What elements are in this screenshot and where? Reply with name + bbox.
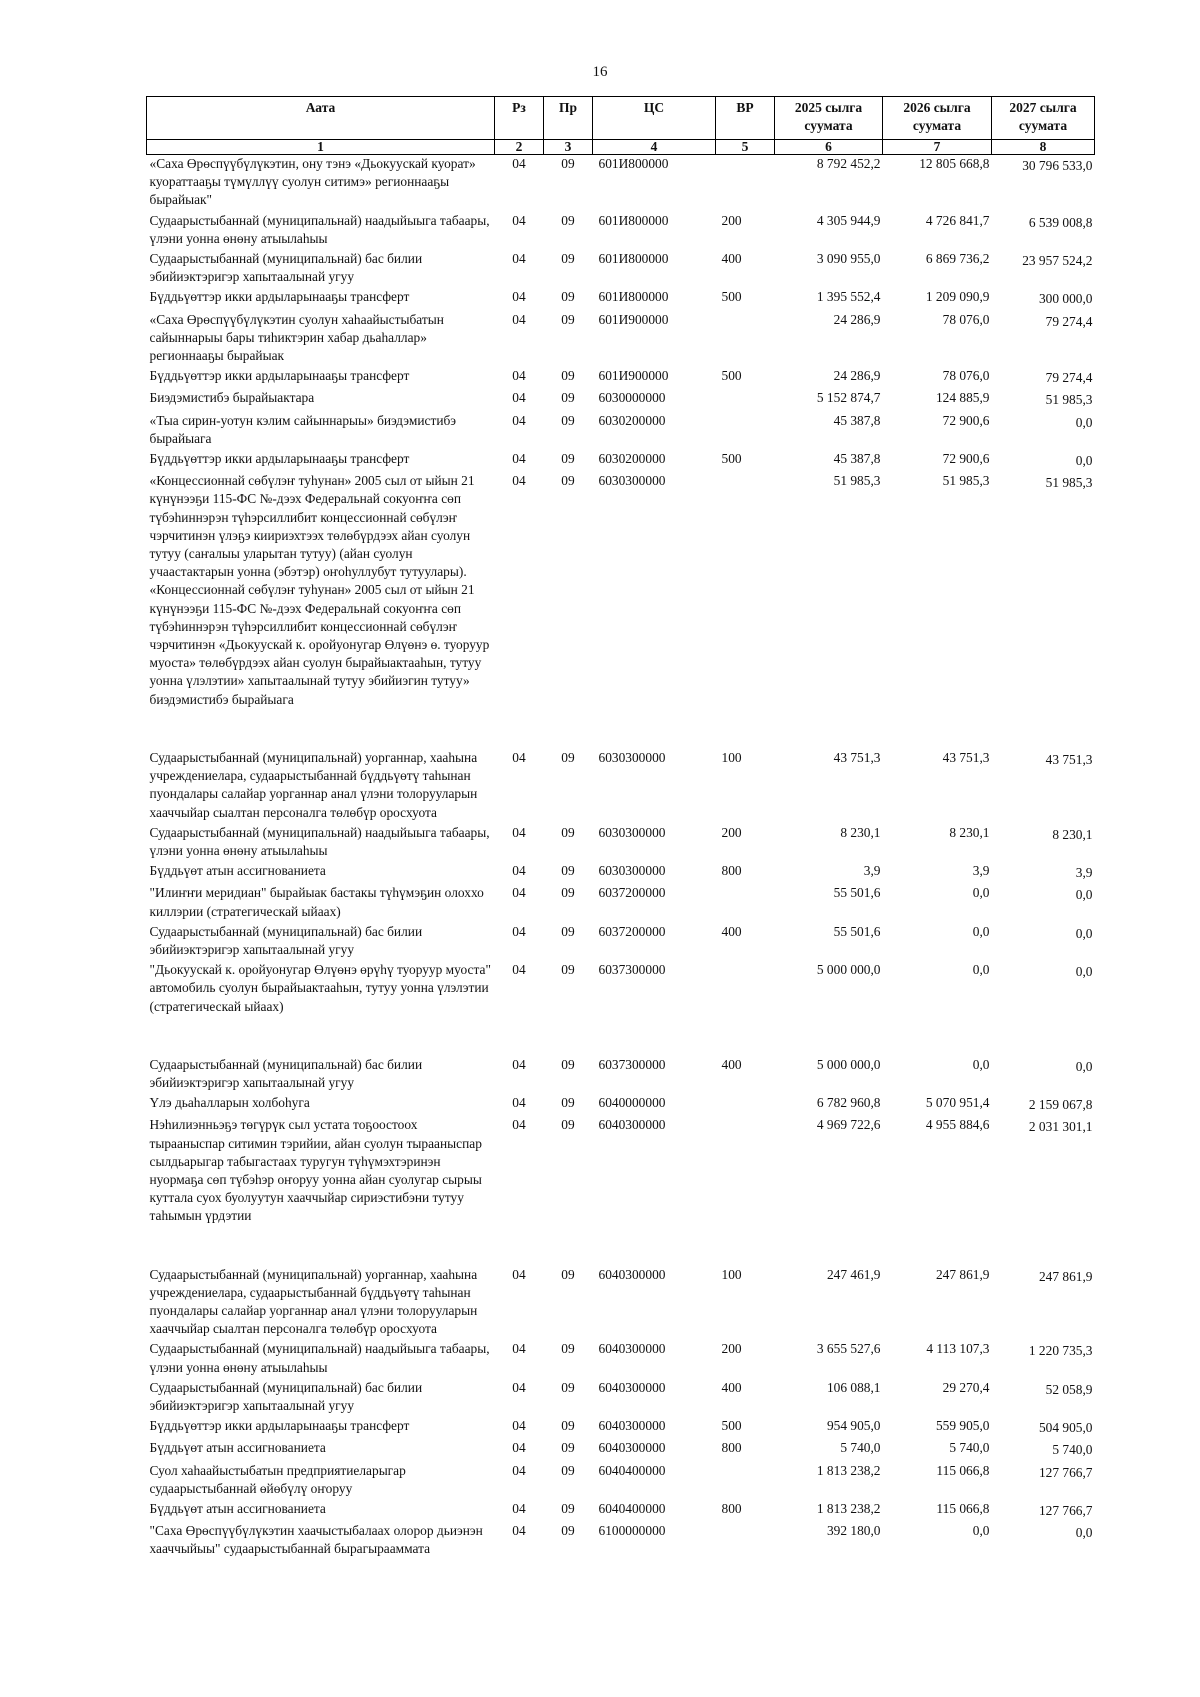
cell-2025: 392 180,0 [826,1523,881,1539]
cell-2027: 79 274,4 [1045,313,1093,329]
cell-rz: 04 [512,368,526,384]
cell-2025: 1 813 238,2 [816,1462,881,1478]
cell-2026: 0,0 [972,962,990,978]
cell-pr: 09 [561,1266,575,1282]
cell-2027: 300 000,0 [1038,291,1093,307]
cell-vr: 400 [721,923,742,939]
cell-name: Судаарыстыбаннай (муниципальнай) бас билии эбийиэктэригэр хапытаалынай угуу [149,251,423,285]
cell-name: Бүддьүөт атын ассигнованиета [149,863,326,879]
cell-name: Бүддьүөт атын ассигнованиета [149,1501,326,1516]
cell-pr: 09 [561,451,575,467]
cell-name: Судаарыстыбаннай (муниципальнай) бас билии эбийиэктэригэр хапытаалынай угуу [149,1379,423,1413]
cell-vr: 500 [721,368,742,384]
cell-rz: 04 [512,1440,526,1456]
row-spacer [147,711,1095,749]
cell-2026: 115 066,8 [936,1462,990,1478]
cell-name: Бүддьүөттэр икки ардыларынааҕы трансферт [149,289,410,305]
cell-vr [716,1116,775,1227]
column-number: 2 [495,140,544,155]
cell-cs: 6030300000 [598,824,666,840]
cell-2027: 51 985,3 [1045,392,1093,408]
cell-2025: 45 387,8 [833,451,881,467]
cell-cs: 6100000000 [598,1523,666,1539]
cell-name: «Саха Өрөспүүбүлүкэтин, ону тэнэ «Дьокуускай куорат» куораттааҕы түмүллүү суолун ситимэ» регионнааҕы бырайыак" [149,156,476,208]
cell-name: Бүддьүөттэр икки ардыларынааҕы трансферт [149,368,410,384]
cell-name: Судаарыстыбаннай (муниципальнай) наадыйыыга табаары, үлэни уонна өнөну атыылаһыы [149,212,490,246]
cell-2026: 247 861,9 [935,1266,990,1282]
cell-rz: 04 [512,1501,526,1516]
cell-vr: 800 [721,1501,742,1516]
cell-pr: 09 [561,1501,575,1516]
cell-name: Судаарыстыбаннай (муниципальнай) бас билии эбийиэктэригэр хапытаалынай угуу [149,1056,423,1090]
cell-rz: 04 [512,1341,526,1357]
cell-cs: 6030300000 [598,749,666,765]
header-row [147,97,1095,140]
header-cs: ЦС [593,97,716,140]
cell-rz: 04 [512,962,526,978]
table-row [147,288,1095,310]
header-2025: 2025 сылга суумата [775,97,883,140]
cell-2026: 0,0 [972,885,990,901]
cell-rz: 04 [512,1117,526,1133]
cell-2027: 5 740,0 [1052,1442,1093,1458]
cell-2025: 8 230,1 [840,824,881,840]
cell-2026: 43 751,3 [942,749,990,765]
cell-name: Судаарыстыбаннай (муниципальнай) наадыйыыга табаары, үлэни уонна өнөну атыылаһыы [149,824,490,858]
cell-2026: 0,0 [972,923,990,939]
cell-cs: 6040000000 [598,1095,666,1111]
cell-rz: 04 [512,289,526,305]
cell-cs: 6040300000 [598,1379,666,1395]
cell-rz: 04 [512,863,526,879]
header-rz: Рз [495,97,544,140]
table-row [147,389,1095,411]
cell-vr [716,472,775,711]
cell-2027: 0,0 [1075,414,1093,430]
cell-2026: 3,9 [972,863,990,879]
cell-vr: 500 [721,451,742,467]
cell-cs: 6040300000 [598,1440,666,1456]
cell-2027: 0,0 [1075,453,1093,469]
header-2027: 2027 сылга суумата [992,97,1095,140]
cell-2025: 247 461,9 [826,1266,881,1282]
cell-rz: 04 [512,749,526,765]
cell-vr: 200 [721,212,742,228]
cell-vr: 400 [721,1379,742,1395]
cell-cs: 6040400000 [598,1501,666,1516]
cell-2027: 0,0 [1075,925,1093,941]
table-row [147,749,1095,824]
cell-vr [716,884,775,922]
cell-pr: 09 [561,1523,575,1539]
cell-cs: 601И900000 [598,368,669,384]
cell-2025: 954 905,0 [826,1418,881,1434]
cell-pr: 09 [561,1117,575,1133]
cell-cs: 6037200000 [598,923,666,939]
cell-2026: 72 900,6 [942,451,990,467]
cell-name: Судаарыстыбаннай (муниципальнай) уорганнар, хааһына учреждениелара, судаарыстыбаннай бүддьүөтү таһынан пуондалары салайар уорганнар анал үлэни толорууларын хааччыйар сыалтан персоналга төлөбүр оросхуота [149,749,478,820]
column-number: 5 [716,140,775,155]
cell-vr [716,311,775,368]
cell-2026: 8 230,1 [949,824,990,840]
cell-name: Бүддьүөттэр икки ардыларынааҕы трансферт [149,1418,410,1434]
cell-2027: 127 766,7 [1038,1464,1093,1480]
cell-cs: 6040400000 [598,1462,666,1478]
cell-rz: 04 [512,1266,526,1282]
row-spacer [147,1228,1095,1266]
cell-2027: 6 539 008,8 [1028,214,1093,230]
cell-2026: 4 113 107,3 [926,1341,990,1357]
table-row [147,1379,1095,1417]
cell-2027: 2 031 301,1 [1028,1119,1093,1135]
cell-pr: 09 [561,412,575,428]
cell-vr: 800 [721,863,742,879]
cell-name: Судаарыстыбаннай (муниципальнай) наадыйыыга табаары, үлэни уонна өнөну атыылаһыы [149,1341,490,1375]
cell-name: Бүддьүөттэр икки ардыларынааҕы трансферт [149,451,410,467]
cell-rz: 04 [512,156,526,171]
table-row [147,155,1095,212]
cell-2025: 55 501,6 [833,923,881,939]
cell-2026: 78 076,0 [942,311,990,327]
cell-pr: 09 [561,390,575,406]
cell-pr: 09 [561,1462,575,1478]
cell-rz: 04 [512,251,526,267]
cell-2026: 78 076,0 [942,368,990,384]
cell-cs: 6037300000 [598,1056,666,1072]
cell-2027: 3,9 [1075,865,1093,881]
table-row [147,1094,1095,1116]
cell-2025: 1 395 552,4 [816,289,881,305]
cell-pr: 09 [561,923,575,939]
cell-name: "Дьокуускай к. оройуонугар Өлүөнэ өрүһү туоруур муоста" автомобиль суолун бырайыактааһын, тутуу уонна үлэлэтии (стратегическай ыйаах) [149,962,491,1014]
cell-cs: 6040300000 [598,1418,666,1434]
table-row [147,1417,1095,1439]
cell-cs: 6037300000 [598,962,666,978]
cell-vr [716,155,775,212]
cell-pr: 09 [561,1341,575,1357]
cell-rz: 04 [512,212,526,228]
column-number-row [147,140,1095,155]
cell-rz: 04 [512,1095,526,1111]
cell-name: Биэдэмистибэ бырайыактара [149,390,315,406]
cell-2027: 127 766,7 [1038,1503,1093,1518]
table-body [147,155,1095,1561]
table-row [147,212,1095,250]
cell-cs: 6030300000 [598,863,666,879]
spacer-cell [147,1228,1095,1266]
cell-vr: 500 [721,289,742,305]
cell-cs: 601И800000 [598,251,669,267]
cell-rz: 04 [512,390,526,406]
cell-2025: 8 792 452,2 [816,156,881,171]
spacer-cell [147,1018,1095,1056]
cell-2025: 55 501,6 [833,885,881,901]
cell-name: Судаарыстыбаннай (муниципальнай) бас билии эбийиэктэригэр хапытаалынай угуу [149,923,423,957]
cell-pr: 09 [561,212,575,228]
cell-rz: 04 [512,473,526,489]
cell-2027: 52 058,9 [1045,1381,1093,1397]
cell-rz: 04 [512,412,526,428]
cell-2025: 3 090 955,0 [816,251,881,267]
table-row [147,412,1095,450]
cell-name: Суол хаһаайыстыбатын предприятиеларыгар судаарыстыбаннай өйөбүлү оҥоруу [149,1462,406,1496]
cell-2027: 23 957 524,2 [1022,253,1093,269]
header-vr: ВР [716,97,775,140]
cell-pr: 09 [561,824,575,840]
cell-pr: 09 [561,863,575,879]
table-row [147,1500,1095,1522]
cell-pr: 09 [561,473,575,489]
cell-2025: 106 088,1 [826,1379,881,1395]
cell-2026: 1 209 090,9 [925,289,990,305]
cell-rz: 04 [512,885,526,901]
cell-2027: 247 861,9 [1038,1268,1093,1284]
page-number: 16 [592,64,608,80]
cell-pr: 09 [561,368,575,384]
cell-2026: 0,0 [972,1056,990,1072]
cell-2026: 29 270,4 [942,1379,990,1395]
cell-2027: 2 159 067,8 [1028,1097,1093,1113]
cell-2027: 0,0 [1075,1058,1093,1074]
cell-cs: 6030200000 [598,412,666,428]
cell-rz: 04 [512,1418,526,1434]
cell-vr [716,389,775,411]
cell-2025: 4 305 944,9 [816,212,881,228]
table-row [147,961,1095,1018]
column-number: 1 [147,140,495,155]
cell-rz: 04 [512,824,526,840]
cell-2027: 51 985,3 [1045,475,1093,491]
cell-rz: 04 [512,451,526,467]
cell-pr: 09 [561,962,575,978]
cell-2027: 0,0 [1075,964,1093,980]
column-number: 3 [544,140,593,155]
cell-2025: 5 152 874,7 [816,390,881,406]
header-pr: Пр [544,97,593,140]
header-name: Аата [147,97,495,140]
cell-2025: 51 985,3 [833,473,881,489]
cell-cs: 601И900000 [598,311,669,327]
cell-2025: 5 000 000,0 [816,962,881,978]
cell-2027: 1 220 735,3 [1028,1343,1093,1359]
cell-2026: 12 805 668,8 [919,156,990,171]
cell-pr: 09 [561,289,575,305]
table-row [147,1266,1095,1341]
cell-name: "Саха Өрөспүүбүлүкэтин хаачыстыбалаах олорор дьиэнэн хааччыйыы" судаарыстыбаннай бырагырааммата [149,1523,483,1557]
cell-name: Үлэ дьаһалларын холбоһуга [149,1095,310,1111]
cell-cs: 601И800000 [598,212,669,228]
cell-cs: 6040300000 [598,1117,666,1133]
cell-name: «Тыа сирин-уотун кэлим сайыннарыы» биэдэмистибэ бырайыага [149,412,457,446]
cell-vr [716,961,775,1018]
table-row [147,1116,1095,1227]
cell-pr: 09 [561,885,575,901]
cell-2025: 24 286,9 [833,311,881,327]
cell-name: "Илиҥҥи меридиан" бырайыак бастакы түһүмэҕин олоххо киллэрии (стратегическай ыйаах) [149,885,484,919]
table-row [147,1056,1095,1094]
cell-cs: 6040300000 [598,1341,666,1357]
cell-rz: 04 [512,923,526,939]
cell-2025: 5 000 000,0 [816,1056,881,1072]
cell-cs: 6030300000 [598,473,666,489]
cell-2025: 6 782 960,8 [816,1095,881,1111]
cell-2025: 3,9 [863,863,881,879]
cell-2027: 504 905,0 [1038,1420,1093,1436]
cell-cs: 601И800000 [598,156,669,171]
cell-2026: 51 985,3 [942,473,990,489]
cell-pr: 09 [561,1418,575,1434]
cell-2026: 6 869 736,2 [925,251,990,267]
cell-2026: 115 066,8 [936,1501,990,1516]
cell-cs: 6040300000 [598,1266,666,1282]
cell-vr: 200 [721,824,742,840]
cell-pr: 09 [561,749,575,765]
cell-pr: 09 [561,251,575,267]
cell-name: «Саха Өрөспүүбүлүкэтин суолун хаһаайыстыбатын сайыннарыы бары тиһиктэрин хабар дьаһаллар» регионнааҕы бырайыак [149,311,444,364]
cell-2025: 1 813 238,2 [816,1501,881,1516]
cell-2027: 8 230,1 [1052,826,1093,842]
column-number: 4 [593,140,716,155]
cell-cs: 6030200000 [598,451,666,467]
cell-2026: 5 740,0 [949,1440,990,1456]
table-row [147,250,1095,288]
column-number: 8 [992,140,1095,155]
cell-2026: 4 726 841,7 [925,212,990,228]
budget-table [146,96,1095,1561]
cell-cs: 601И800000 [598,289,669,305]
cell-vr: 100 [721,1266,742,1282]
cell-vr: 800 [721,1440,742,1456]
table-row [147,472,1095,711]
column-number: 7 [883,140,992,155]
cell-2025: 43 751,3 [833,749,881,765]
table-row [147,311,1095,368]
cell-pr: 09 [561,1095,575,1111]
table-row [147,1522,1095,1560]
cell-2025: 45 387,8 [833,412,881,428]
cell-cs: 6030000000 [598,390,666,406]
cell-name: Нэһилиэнньэҕэ төгүрүк сыл устата тоҕоостоох тырааныспар ситимин тэрийии, айан суолун тырааныспар сылдьарыгар табыгастаах туругун түһүмэхтэринэн нуормаҕа сөп түбэһэр оҥоруу уонна айан суолугар сырыы куттала суох буолуутун хааччыйар сириэстибэни тутуу таһымын үрдэтии [149,1117,482,1224]
column-number: 6 [775,140,883,155]
cell-vr: 400 [721,1056,742,1072]
table-row [147,1439,1095,1461]
cell-2027: 30 796 533,0 [1022,158,1093,173]
cell-pr: 09 [561,311,575,327]
cell-2027: 0,0 [1075,1525,1093,1541]
cell-2027: 43 751,3 [1045,751,1093,767]
cell-rz: 04 [512,1379,526,1395]
cell-rz: 04 [512,1462,526,1478]
table-row [147,884,1095,922]
table-row [147,923,1095,961]
cell-pr: 09 [561,1440,575,1456]
cell-name: Судаарыстыбаннай (муниципальнай) уорганнар, хааһына учреждениелара, судаарыстыбаннай бүддьүөтү таһынан пуондалары салайар уорганнар анал үлэни толорууларын хааччыйар сыалтан персоналга төлөбүр оросхуота [149,1266,478,1337]
cell-2025: 5 740,0 [840,1440,881,1456]
cell-2026: 72 900,6 [942,412,990,428]
row-spacer [147,1018,1095,1056]
cell-vr [716,1462,775,1500]
cell-vr: 200 [721,1341,742,1357]
table-header [147,97,1095,155]
cell-rz: 04 [512,1523,526,1539]
cell-vr [716,1094,775,1116]
cell-pr: 09 [561,1379,575,1395]
cell-2025: 4 969 722,6 [816,1117,881,1133]
cell-2026: 4 955 884,6 [925,1117,990,1133]
table-row [147,367,1095,389]
cell-2026: 124 885,9 [935,390,990,406]
cell-rz: 04 [512,311,526,327]
cell-vr: 500 [721,1418,742,1434]
cell-name: «Концессионнай сөбүлэҥ туһунан» 2005 сыл от ыйын 21 күнүнээҕи 115-ФС №-дээх Федеральнай сокуоҥҥа сөп түбэһиннэрэн түһэрсиллибит концессионнай сөбүлэҥ чэрчитинэн үлэҕэ киириэхтээх төлөбүрдээх айан суолун тутуу (саҥалыы уларытан тутуу) (айан суолун учаастактарын уонна (эбэтэр) оҥоһуллубут тутуулары). «Концессионнай сөбүлэҥ туһунан» 2005 сыл от ыйын 21 күнүнээҕи 115-ФС №-дээх Федеральнай сокуоҥҥа сөп түбэһиннэрэн түһэрсиллибит концессионнай сөбүлэҥ чэрчитинэн «Дьокуускай к. оройуонугар Өлүөнэ ө. туоруур муоста» төлөбүрдээх айан суолун бырайыактааһын, тутуу уонна үлэлэтии» хапытаалынай тутуу эбийиэгин тутуу» биэдэмистибэ бырайыага [149,473,490,707]
spacer-cell [147,711,1095,749]
cell-vr: 400 [721,251,742,267]
cell-2027: 0,0 [1075,887,1093,903]
cell-2026: 5 070 951,4 [925,1095,990,1111]
cell-2025: 3 655 527,6 [816,1341,881,1357]
header-2026: 2026 сылга суумата [883,97,992,140]
cell-pr: 09 [561,156,575,171]
cell-name: Бүддьүөт атын ассигнованиета [149,1440,326,1456]
cell-2026: 0,0 [972,1523,990,1539]
cell-rz: 04 [512,1056,526,1072]
cell-2026: 559 905,0 [935,1418,990,1434]
table-row [147,824,1095,862]
cell-2025: 24 286,9 [833,368,881,384]
cell-2027: 79 274,4 [1045,370,1093,386]
cell-pr: 09 [561,1056,575,1072]
table-row [147,862,1095,884]
table-row [147,450,1095,472]
table-row [147,1462,1095,1500]
cell-vr [716,1522,775,1560]
cell-vr: 100 [721,749,742,765]
cell-cs: 6037200000 [598,885,666,901]
cell-vr [716,412,775,450]
table-row [147,1340,1095,1378]
